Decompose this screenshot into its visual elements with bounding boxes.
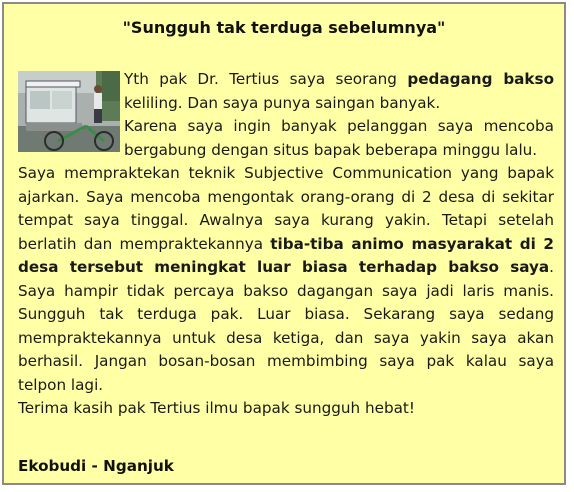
experience-paragraph: Saya mempraktekan teknik Subjective Communication yang bapak ajarkan. Saya mencoba mengontak orang-orang di 2 desa di sekitar tempat saya tinggal. Awalnya saya kurang yakin. Tetapi setelah berlatih dan mempraktekannya tiba-tiba animo masyarakat di 2 desa tersebut meningkat luar biasa terhadap bakso saya. Saya hampir tidak percaya bakso dagangan saya jadi laris manis. Sungguh tak terduga pak. Luar biasa. Sekarang saya sedang mempraktekannya untuk desa ketiga, dan saya yakin saya akan berhasil. Jangan bosan-bosan membimbing saya pak kalau saya telpon lagi. — [18, 164, 554, 394]
testimonial-card — [2, 2, 566, 485]
motivation-paragraph: Karena saya ingin banyak pelanggan saya mencoba bergabung dengan situs bapak beberapa minggu lalu. — [124, 117, 554, 159]
testimonial-signature: Ekobudi - Nganjuk — [18, 457, 174, 475]
greeting-paragraph: Yth pak Dr. Tertius saya seorang pedagang bakso keliling. Dan saya punya saingan banyak. — [124, 70, 555, 112]
testimonial-body — [18, 68, 554, 421]
thanks-paragraph: Terima kasih pak Tertius ilmu bapak sungguh hebat! — [18, 399, 415, 417]
vendor-photo — [18, 71, 120, 152]
testimonial-title: "Sungguh tak terduga sebelumnya" — [122, 18, 446, 37]
